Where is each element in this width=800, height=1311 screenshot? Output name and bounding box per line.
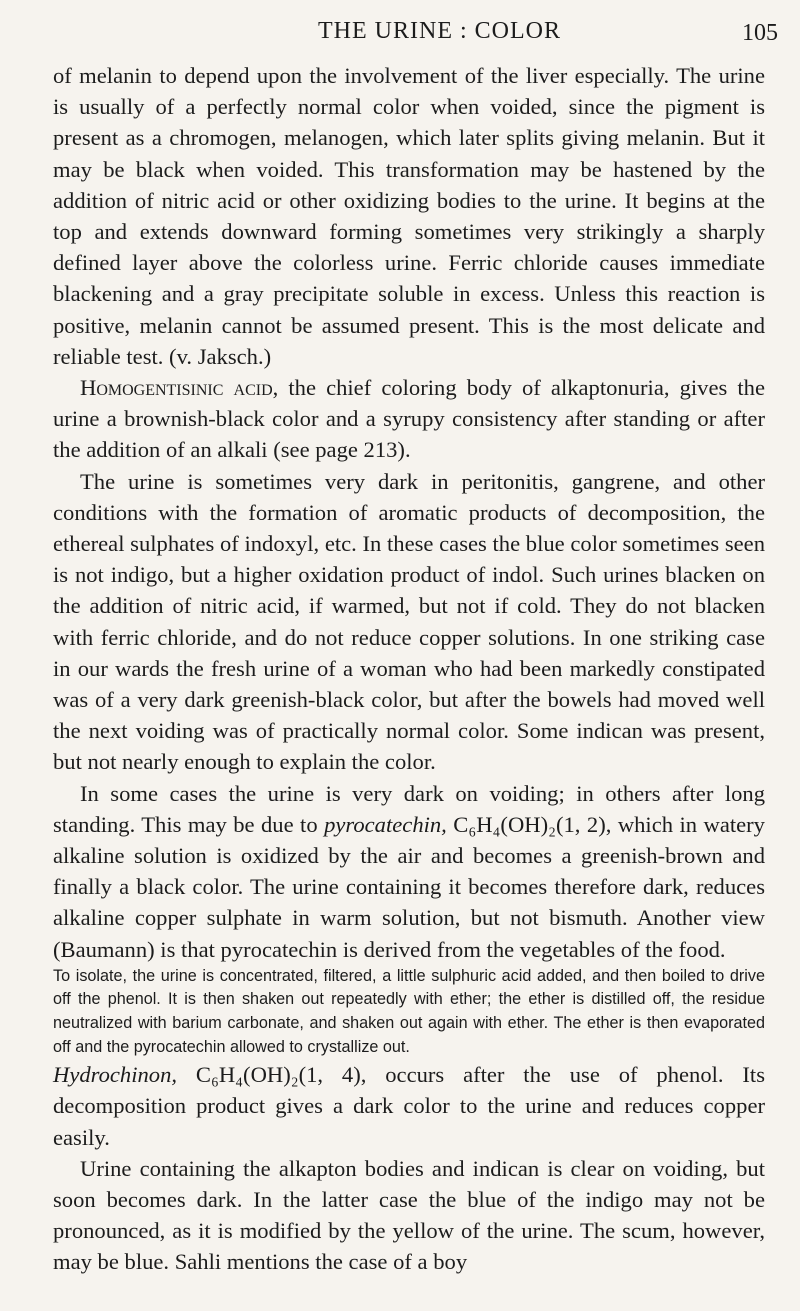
body-text bbox=[53, 60, 765, 1278]
paragraph-melanin: of melanin to depend upon the involvement of the liver especially. The urine is usually of a perfectly normal color when voided, since the pigment is present as a chromogen, melanogen, which later splits giving melanin. But it may be black when voided. This transformation may be hastened by the addition of nitric acid or other oxidizing bodies to the urine. It begins at the top and extends downward forming sometimes very strikingly a sharply defined layer above the colorless urine. Ferric chloride causes immediate blackening and a gray precipitate soluble in excess. Unless this reaction is positive, melanin cannot be assumed present. This is the most delicate and reliable test. (v. Jaksch.) bbox=[53, 63, 765, 369]
paragraph-alkapton-indican: Urine containing the alkapton bodies and indican is clear on voiding, but soon becomes dark. In the latter case the blue of the indigo may not be pronounced, as it is modified by the yellow of the urine. The scum, however, may be blue. Sahli mentions the case of a boy bbox=[53, 1155, 765, 1275]
formula-hydrochinon: C₆H₄(OH)₂(1, 4), bbox=[177, 1062, 367, 1088]
term-homogentisinic-acid: Homogentisinic acid, bbox=[80, 375, 279, 401]
term-pyrocatechin: pyrocatechin, bbox=[324, 811, 447, 837]
isolation-note: To isolate, the urine is concentrated, filtered, a little sulphuric acid added, and then boiled to drive off the phenol. It is then shaken out repeatedly with ether; the ether is distilled off, the residue neutralized with barium carbonate, and shaken out again with ether. The ether is then evaporated off and the pyrocatechin allowed to crystallize out. bbox=[53, 966, 765, 1056]
paragraph-pyrocatechin bbox=[53, 778, 765, 965]
running-head: THE URINE : COLOR bbox=[318, 18, 561, 44]
formula-pyrocatechin: C₆H₄(OH)₂(1, 2), bbox=[446, 811, 612, 837]
paragraph-homogentisinic bbox=[53, 372, 765, 466]
paragraph-homogentisinic-text: the chief coloring body of alkaptonuria, gives the urine a brownish-black color and a syrupy consistency after standing or after the addition of an alkali (see page 213). bbox=[53, 375, 765, 463]
page-header bbox=[0, 12, 800, 52]
page-number: 105 bbox=[742, 20, 778, 46]
paragraph-dark-urine: The urine is sometimes very dark in peritonitis, gangrene, and other conditions with the formation of aromatic products of decomposition, the ethereal sulphates of indoxyl, etc. In these cases the blue color sometimes seen is not indigo, but a higher oxidation product of indol. Such urines blacken on the addition of nitric acid, if warmed, but not if cold. They do not blacken with ferric chloride, and do not reduce copper solutions. In one striking case in our wards the fresh urine of a woman who had been markedly constipated was of a very dark greenish-black color, but after the bowels had moved well the next voiding was of practically normal color. Some indican was present, but not nearly enough to explain the color. bbox=[53, 468, 765, 775]
term-hydrochinon: Hydrochinon, bbox=[53, 1062, 178, 1088]
paragraph-pyrocatechin-intro: In some cases the urine is very dark on voiding; in others after long standing. This may be due to bbox=[53, 780, 765, 837]
paragraph-pyrocatechin-text: which in watery alkaline solution is oxidized by the air and becomes a greenish-brown and finally a black color. The urine containing it becomes therefore dark, reduces alkaline copper sulphate in warm solution, but not bismuth. Another view (Baumann) is that pyrocatechin is derived from the vegetables of the food. bbox=[53, 811, 765, 962]
paragraph-hydrochinon-text: occurs after the use of phenol. Its decomposition product gives a dark color to the urine and reduces copper easily. bbox=[53, 1062, 765, 1150]
paragraph-hydrochinon bbox=[53, 1059, 765, 1153]
